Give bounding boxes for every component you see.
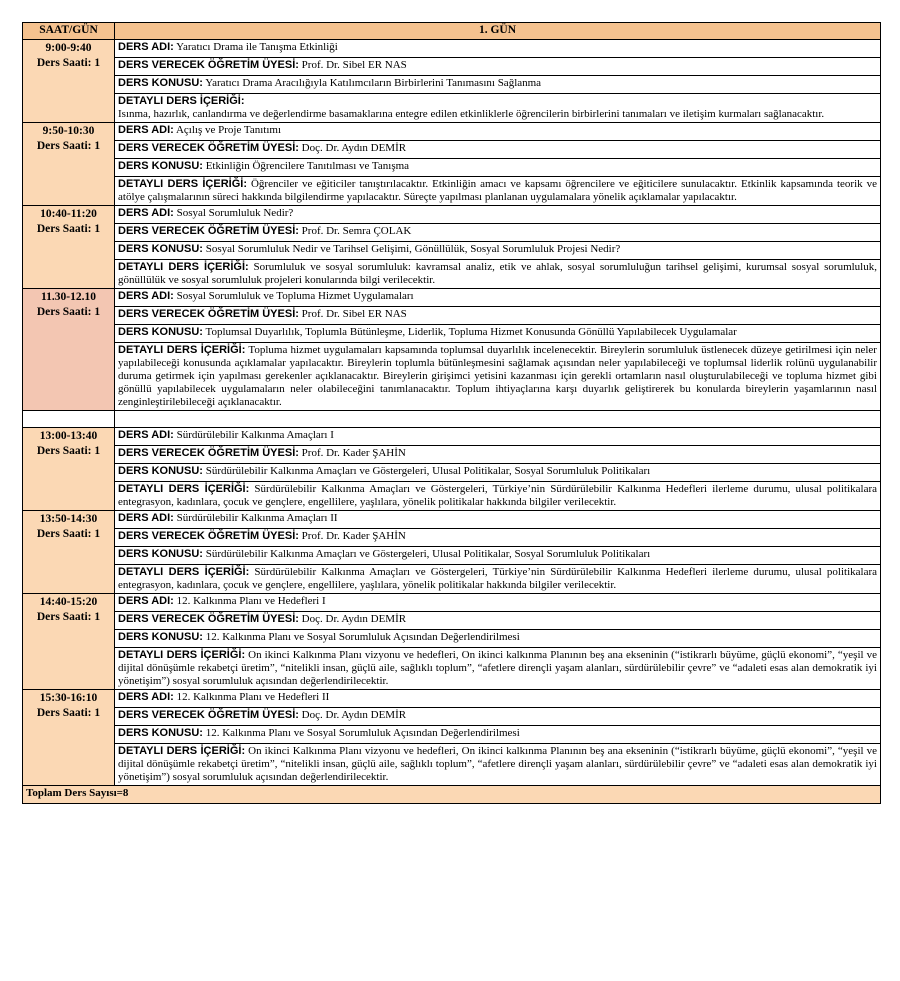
field-value: Etkinliğin Öğrencilere Tanıtılması ve Tanışma xyxy=(205,160,410,172)
session-detail xyxy=(115,744,881,786)
field-label: DERS ADI: xyxy=(118,512,174,524)
session-instructor xyxy=(115,307,881,325)
session-course-name xyxy=(115,428,881,446)
field-value: Prof. Dr. Semra ÇOLAK xyxy=(301,225,412,237)
session-row xyxy=(23,206,881,224)
field-value: Yaratıcı Drama ile Tanışma Etkinliği xyxy=(176,41,338,53)
session-time: 9:50-10:30 xyxy=(42,125,95,137)
field-label: DETAYLI DERS İÇERİĞİ: xyxy=(118,649,246,661)
field-value: Yaratıcı Drama Aracılığıyla Katılımcıların Birbirlerini Tanımasını Sağlanma xyxy=(205,77,542,89)
session-time-cell xyxy=(23,594,115,690)
field-value: Prof. Dr. Kader ŞAHİN xyxy=(301,530,406,542)
session-hours: Ders Saati: 1 xyxy=(36,140,101,152)
session-row xyxy=(23,307,881,325)
session-time: 11.30-12.10 xyxy=(41,291,96,303)
session-row xyxy=(23,289,881,307)
session-time: 13:50-14:30 xyxy=(39,513,98,525)
session-hours: Ders Saati: 1 xyxy=(36,611,101,623)
field-value: Açılış ve Proje Tanıtımı xyxy=(175,124,282,136)
session-time-cell xyxy=(23,40,115,123)
session-row xyxy=(23,547,881,565)
header-row xyxy=(23,23,881,40)
session-topic xyxy=(115,464,881,482)
session-row xyxy=(23,630,881,648)
field-value: 12. Kalkınma Planı ve Hedefleri II xyxy=(176,691,330,703)
total-row xyxy=(23,786,881,804)
session-topic xyxy=(115,159,881,177)
field-value: Prof. Dr. Kader ŞAHİN xyxy=(301,447,406,459)
session-detail xyxy=(115,260,881,289)
session-time: 15:30-16:10 xyxy=(39,692,98,704)
session-row xyxy=(23,123,881,141)
session-time-cell xyxy=(23,428,115,511)
session-row xyxy=(23,141,881,159)
session-hours: Ders Saati: 1 xyxy=(36,445,101,457)
session-time-cell xyxy=(23,690,115,786)
field-label: DERS KONUSU: xyxy=(118,160,203,172)
field-value: Sürdürülebilir Kalkınma Amaçları I xyxy=(176,429,334,441)
session-hours: Ders Saati: 1 xyxy=(36,306,101,318)
session-row xyxy=(23,529,881,547)
field-value: On ikinci Kalkınma Planı vizyonu ve hedefleri, On ikinci kalkınma Planının beş ana ekseninin (“istikrarlı büyüme, güçlü ekonomi”, “yeşil ve dijital dönüşümle rekabetçi üretim”, “nitelikli insan, güçlü aile, sağlıklı toplum”, “afetlere dirençli yaşam alanları, sürdürülebilir çevre” ve “adaleti esas alan demokratik iyi yönetişim”) sosyal sorumluluk açısından değerlendirilecektir. xyxy=(118,745,877,783)
field-label: DETAYLI DERS İÇERİĞİ: xyxy=(118,483,250,495)
field-value: Doç. Dr. Aydın DEMİR xyxy=(301,709,407,721)
session-topic xyxy=(115,547,881,565)
session-topic xyxy=(115,242,881,260)
day-column-header: 1. GÜN xyxy=(115,23,881,40)
field-value: Toplumsal Duyarlılık, Toplumla Bütünleşme, Liderlik, Topluma Hizmet Konusunda Gönüllü Yapılabilecek Uygulamalar xyxy=(205,326,737,338)
field-value: On ikinci Kalkınma Planı vizyonu ve hedefleri, On ikinci kalkınma Planının beş ana ekseninin (“istikrarlı büyüme, güçlü ekonomi”, “yeşil ve dijital dönüşümle rekabetçi üretim”, “nitelikli insan, güçlü aile, sağlıklı toplum”, “afetlere dirençli yaşam alanları, sürdürülebilir çevre” ve “adaleti esas alan demokratik iyi yönetişim”) sosyal sorumluluk açısından değerlendirilecektir. xyxy=(118,649,877,687)
field-label: DERS ADI: xyxy=(118,595,174,607)
session-row xyxy=(23,94,881,123)
session-hours: Ders Saati: 1 xyxy=(36,707,101,719)
session-detail xyxy=(115,482,881,511)
field-label: DERS VERECEK ÖĞRETİM ÜYESİ: xyxy=(118,613,299,625)
field-value: Sosyal Sorumluluk ve Topluma Hizmet Uygulamaları xyxy=(176,290,414,302)
session-time: 10:40-11:20 xyxy=(40,208,97,220)
session-detail xyxy=(115,343,881,411)
field-label: DERS KONUSU: xyxy=(118,465,203,477)
field-value: Sürdürülebilir Kalkınma Amaçları ve Göstergeleri, Türkiye’nin Sürdürülebilir Kalkınma Hedefleri ilerleme durumu, ulusal politikalara entegrasyon, kadınlara, çocuk ve gençlere, engellilere, yaşlılara, yönelik politikalar hakkında bilgiler verilecektir. xyxy=(118,483,877,508)
field-label: DERS ADI: xyxy=(118,207,174,219)
field-value: Doç. Dr. Aydın DEMİR xyxy=(301,142,407,154)
session-time-cell xyxy=(23,511,115,594)
session-row xyxy=(23,428,881,446)
session-row xyxy=(23,260,881,289)
session-course-name xyxy=(115,690,881,708)
session-row xyxy=(23,242,881,260)
field-label: DETAYLI DERS İÇERİĞİ: xyxy=(118,745,246,757)
session-course-name xyxy=(115,206,881,224)
session-row xyxy=(23,40,881,58)
session-row xyxy=(23,224,881,242)
session-row xyxy=(23,76,881,94)
total-lessons: Toplam Ders Sayısı=8 xyxy=(23,786,881,804)
field-label: DETAYLI DERS İÇERİĞİ: xyxy=(118,566,250,578)
field-label: DERS ADI: xyxy=(118,691,174,703)
field-label: DERS KONUSU: xyxy=(118,77,203,89)
session-course-name xyxy=(115,123,881,141)
session-instructor xyxy=(115,612,881,630)
field-value: 12. Kalkınma Planı ve Hedefleri I xyxy=(176,595,326,607)
field-label: DERS ADI: xyxy=(118,124,174,136)
field-label: DERS VERECEK ÖĞRETİM ÜYESİ: xyxy=(118,447,299,459)
field-label: DETAYLI DERS İÇERİĞİ: xyxy=(118,178,247,190)
session-instructor xyxy=(115,224,881,242)
session-time-cell xyxy=(23,123,115,206)
lunch-gap-row xyxy=(23,411,881,428)
session-row xyxy=(23,343,881,411)
field-value: Sorumluluk ve sosyal sorumluluk: kavramsal analiz, etik ve ahlak, sosyal sorumluluğun tarihsel gelişimi, kurumsal sosyal sorumluluk, gönüllülük ve sosyal sorumluluk projeleri konularında bilgi verilecektir. xyxy=(118,261,877,286)
field-label: DERS VERECEK ÖĞRETİM ÜYESİ: xyxy=(118,142,299,154)
session-time-cell xyxy=(23,289,115,411)
field-value: Doç. Dr. Aydın DEMİR xyxy=(301,613,407,625)
session-row xyxy=(23,690,881,708)
session-row xyxy=(23,648,881,690)
session-row xyxy=(23,58,881,76)
session-time-cell xyxy=(23,206,115,289)
session-row xyxy=(23,446,881,464)
session-row xyxy=(23,482,881,511)
session-detail xyxy=(115,565,881,594)
session-hours: Ders Saati: 1 xyxy=(36,528,101,540)
field-value: Prof. Dr. Sibel ER NAS xyxy=(301,308,407,320)
session-row xyxy=(23,511,881,529)
session-row xyxy=(23,325,881,343)
field-label: DERS KONUSU: xyxy=(118,727,203,739)
session-topic xyxy=(115,325,881,343)
field-label: DERS ADI: xyxy=(118,41,174,53)
field-value: Prof. Dr. Sibel ER NAS xyxy=(301,59,407,71)
session-course-name xyxy=(115,594,881,612)
session-row xyxy=(23,594,881,612)
session-time: 13:00-13:40 xyxy=(39,430,98,442)
session-hours: Ders Saati: 1 xyxy=(36,223,101,235)
field-label: DERS VERECEK ÖĞRETİM ÜYESİ: xyxy=(118,709,299,721)
field-label: DERS KONUSU: xyxy=(118,548,203,560)
field-label: DERS VERECEK ÖĞRETİM ÜYESİ: xyxy=(118,225,299,237)
session-row xyxy=(23,612,881,630)
field-label: DERS ADI: xyxy=(118,290,174,302)
field-value: 12. Kalkınma Planı ve Sosyal Sorumluluk Açısından Değerlendirilmesi xyxy=(205,727,520,739)
session-topic xyxy=(115,76,881,94)
field-value: Topluma hizmet uygulamaları kapsamında toplumsal duyarlılık incelenecektir. Bireylerin sorumluluk üstlenecek düzeye getirilmesi için neler yapılabileceği konusunda açıklamalar yapılacaktır. Bireylerin toplumla bütünleşmesini sağlamak açısından neler yapılabileceği ve toplumsal liderlik rolünü uygulanabilir duruma getirmek için yapılması gerekenler açıklanacaktır. Bireylerin girişimci yetisini kazanması için gerekli ortamların nasıl oluşturulabileceği ve topluma hizmet gibi gönüllü yapılabilecek uygulamaların neler olabileceğini tanımlanacaktır. Toplum ihtiyaçlarına karşı duyarlık geliştirerek bu konularda bireylerin yaşamlarının nasıl zenginleştirilebileceği açıklanacaktır. xyxy=(118,344,877,408)
session-time: 9:00-9:40 xyxy=(45,42,92,54)
session-course-name xyxy=(115,289,881,307)
field-label: DERS VERECEK ÖĞRETİM ÜYESİ: xyxy=(118,59,299,71)
field-value: Sürdürülebilir Kalkınma Amaçları II xyxy=(176,512,338,524)
session-topic xyxy=(115,726,881,744)
field-value: Sürdürülebilir Kalkınma Amaçları ve Göstergeleri, Türkiye’nin Sürdürülebilir Kalkınma Hedefleri ilerleme durumu, ulusal politikalara entegrasyon, kadınlara, çocuk ve gençlere, engellilere, yaşlılara, yönelik politikalar hakkında bilgiler verilecektir. xyxy=(118,566,877,591)
field-value: Isınma, hazırlık, canlandırma ve değerlendirme basamaklarına entegre edilen etkinliklerle öğrencilerin birbirlerini tanımaları ve iletişim kurmaları sağlanacaktır. xyxy=(118,108,825,120)
gap-cell xyxy=(23,411,115,428)
field-label: DETAYLI DERS İÇERİĞİ: xyxy=(118,344,246,356)
session-course-name xyxy=(115,511,881,529)
field-label: DERS VERECEK ÖĞRETİM ÜYESİ: xyxy=(118,530,299,542)
field-label: DERS ADI: xyxy=(118,429,174,441)
field-value: Sosyal Sorumluluk Nedir ve Tarihsel Gelişimi, Gönüllülük, Sosyal Sorumluluk Projesi Nedir? xyxy=(205,243,621,255)
field-value: Öğrenciler ve eğiticiler tanıştırılacaktır. Etkinliğin amacı ve kapsamı öğrencilere ve eğiticilere sunulacaktır. Etkinlik kapsamında teorik ve atölye çalışmalarının süreci hakkında bilgilendirme yapılacaktır. Süreçte yapılması planlanan uygulamalara yönelik açıklamalar yapılacaktır. xyxy=(118,178,877,203)
session-detail xyxy=(115,648,881,690)
session-time: 14:40-15:20 xyxy=(39,596,98,608)
session-instructor xyxy=(115,529,881,547)
session-row xyxy=(23,159,881,177)
session-row xyxy=(23,464,881,482)
field-value: 12. Kalkınma Planı ve Sosyal Sorumluluk Açısından Değerlendirilmesi xyxy=(205,631,520,643)
session-row xyxy=(23,708,881,726)
field-label: DERS KONUSU: xyxy=(118,243,203,255)
field-value: Sosyal Sorumluluk Nedir? xyxy=(176,207,294,219)
field-label: DETAYLI DERS İÇERİĞİ: xyxy=(118,95,245,107)
session-detail xyxy=(115,94,881,123)
session-detail xyxy=(115,177,881,206)
session-row xyxy=(23,726,881,744)
field-label: DERS VERECEK ÖĞRETİM ÜYESİ: xyxy=(118,308,299,320)
session-instructor xyxy=(115,58,881,76)
session-instructor xyxy=(115,446,881,464)
field-label: DERS KONUSU: xyxy=(118,631,203,643)
field-label: DERS KONUSU: xyxy=(118,326,203,338)
time-column-header: SAAT/GÜN xyxy=(23,23,115,40)
session-row xyxy=(23,565,881,594)
session-row xyxy=(23,177,881,206)
field-label: DETAYLI DERS İÇERİĞİ: xyxy=(118,261,249,273)
schedule-table xyxy=(22,22,881,804)
session-instructor xyxy=(115,708,881,726)
gap-cell xyxy=(115,411,881,428)
session-hours: Ders Saati: 1 xyxy=(36,57,101,69)
session-row xyxy=(23,744,881,786)
session-topic xyxy=(115,630,881,648)
session-instructor xyxy=(115,141,881,159)
field-value: Sürdürülebilir Kalkınma Amaçları ve Göstergeleri, Ulusal Politikalar, Sosyal Sorumluluk Politikaları xyxy=(205,548,651,560)
field-value: Sürdürülebilir Kalkınma Amaçları ve Göstergeleri, Ulusal Politikalar, Sosyal Sorumluluk Politikaları xyxy=(205,465,651,477)
session-course-name xyxy=(115,40,881,58)
